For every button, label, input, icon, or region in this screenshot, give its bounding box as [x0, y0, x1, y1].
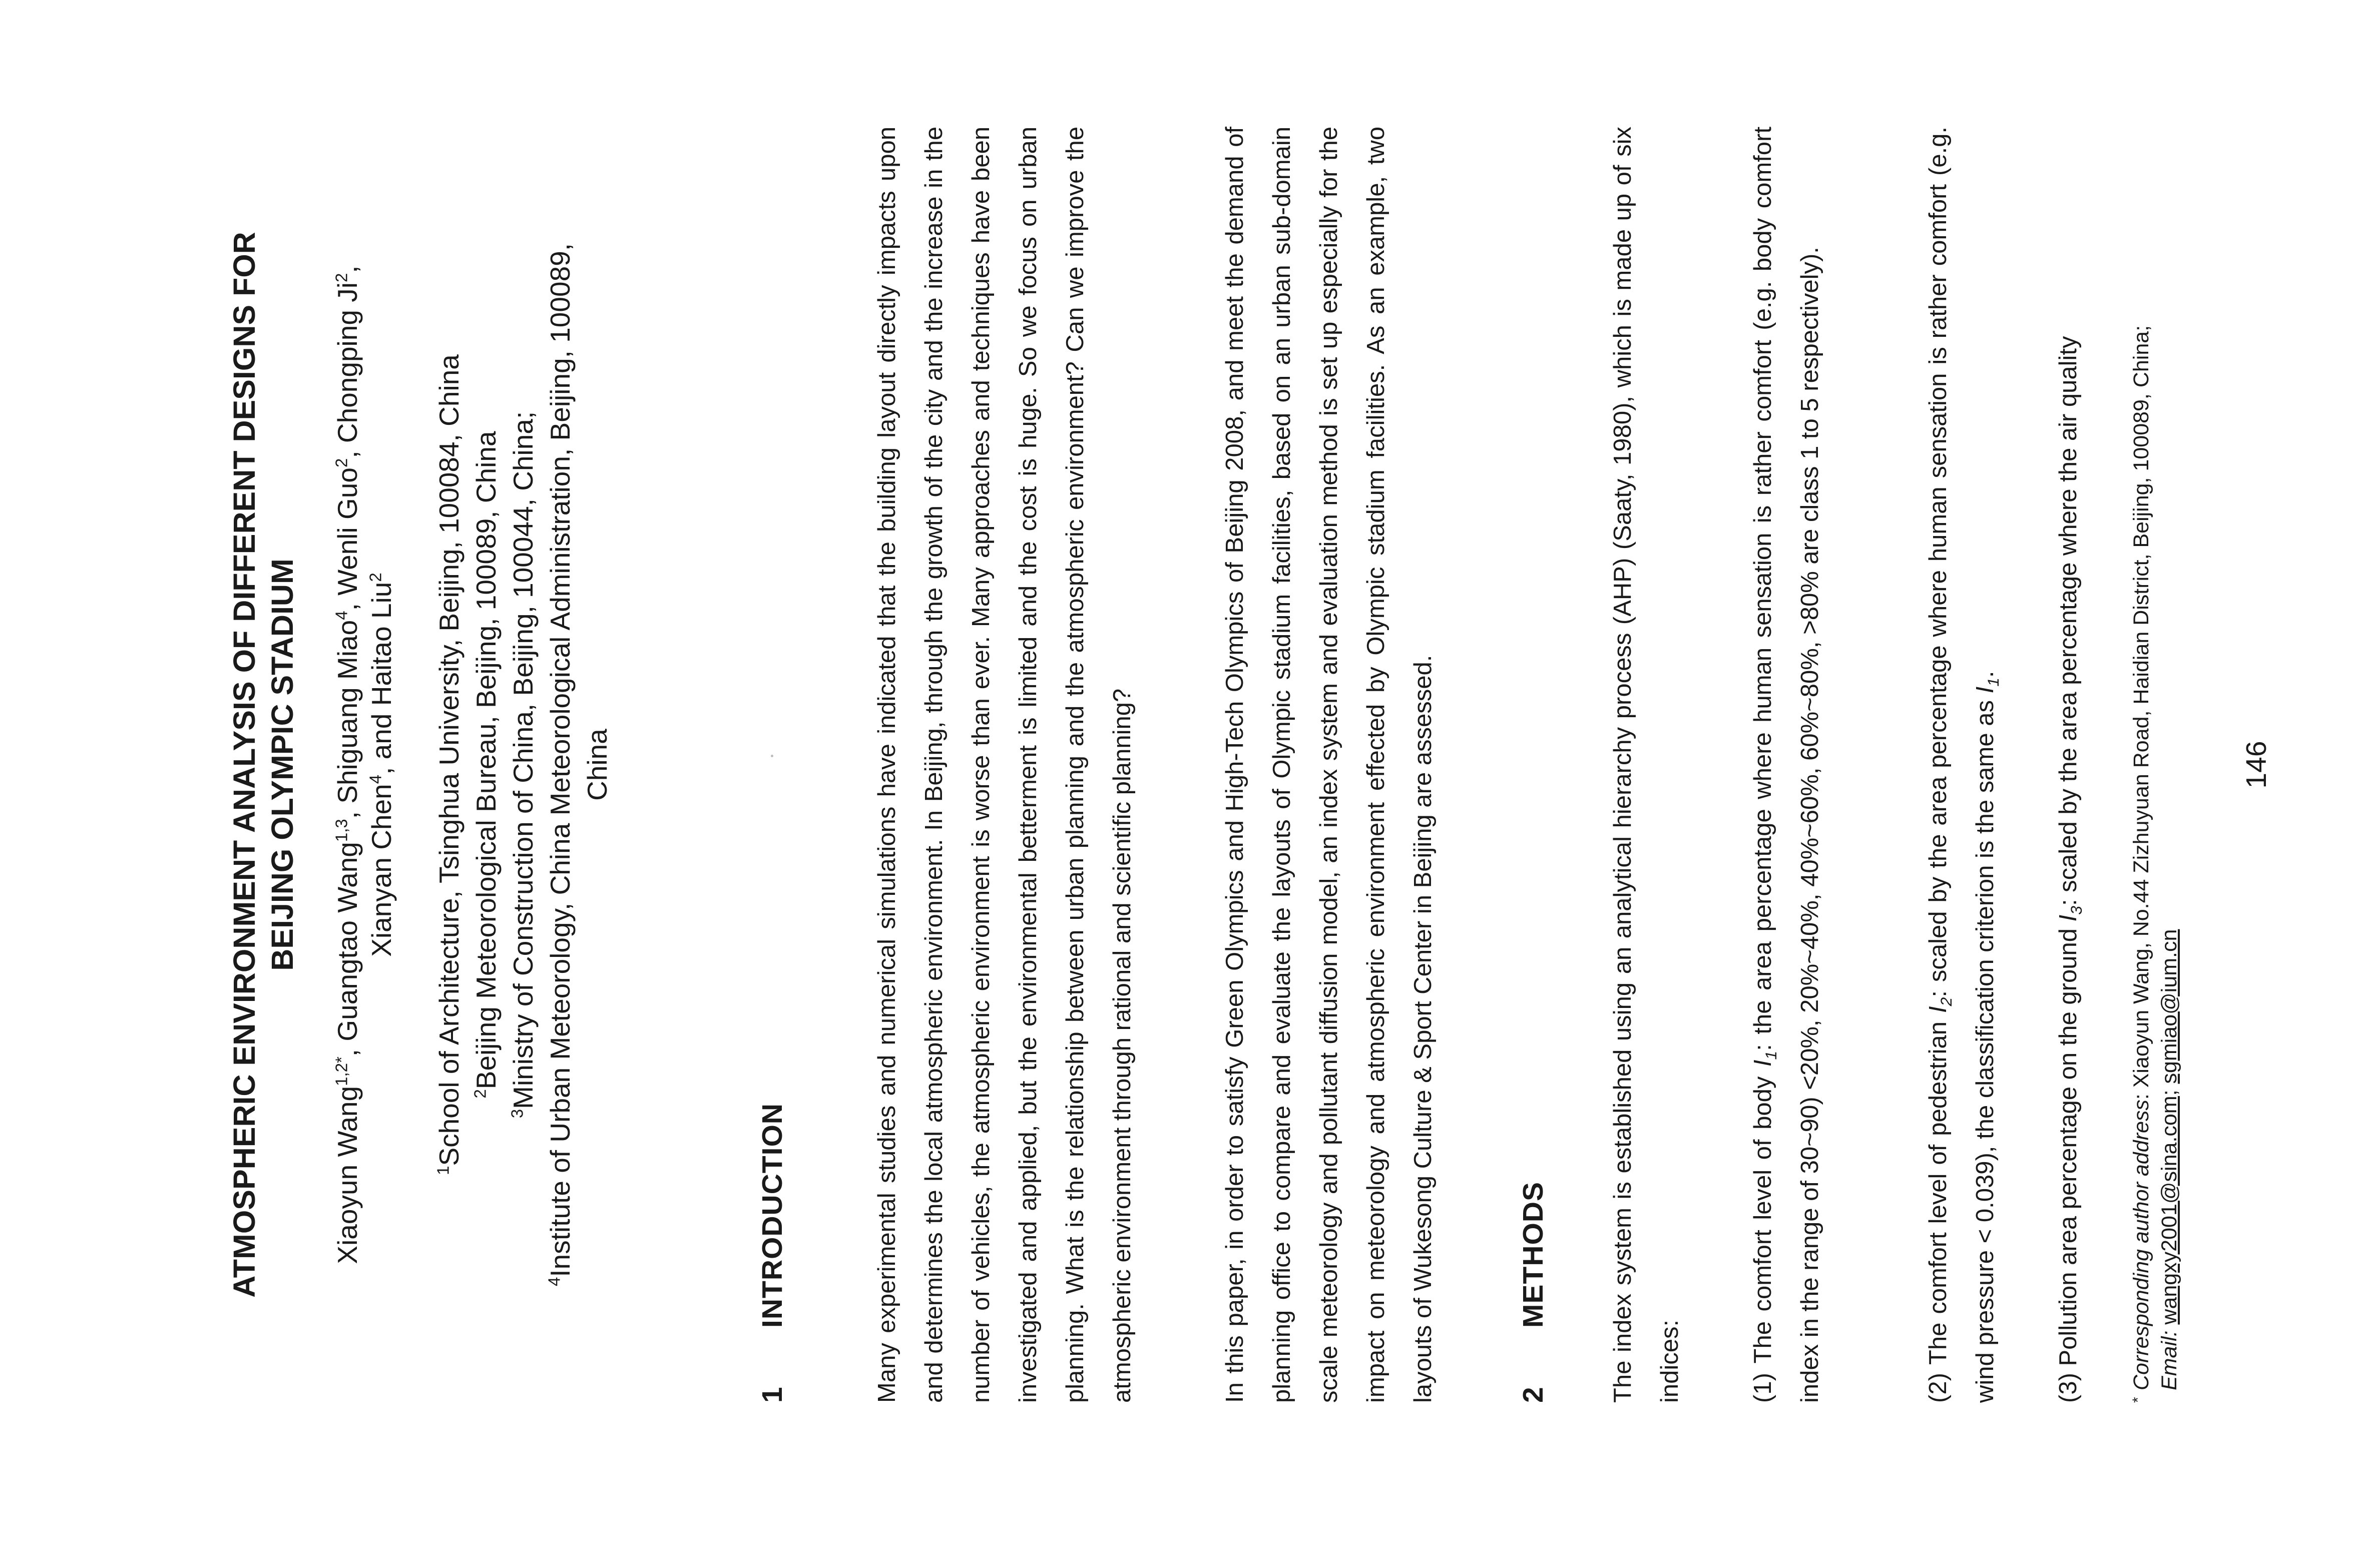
author-affil-mark: 4	[366, 774, 385, 784]
index-item-2: (2) The comfort level of pedestrian $I_2$: scaled by the area percentage where human sensation is rather comfort (e.g. wind pressure < 0.039), the classification criterion is the same as $I_1$.	[1925, 126, 2002, 1403]
author-line-2	[364, 127, 398, 1403]
email-link-1[interactable]: wangxy2001@sina.com;	[2157, 1090, 2181, 1325]
section-title: INTRODUCTION	[756, 1103, 788, 1328]
title-line-2: BEIJING OLYMPIC STADIUM	[265, 559, 299, 971]
author-name: , Chongping Ji	[332, 282, 363, 458]
affiliation-4-cont: China	[582, 729, 613, 801]
index-item-1: (1) The comfort level of body $I_1$: the area percentage where human sensation is rather comfort (e.g. body comfort index in the range of 30~90) <20%, 20%~40%, 40%~60%, 60%~80%, >80% are class 1 to 5 respectively).	[1749, 127, 1823, 1403]
affiliation-4: $^4$Institute of Urban Meteorology, China Meteorological Administration, Beijing, 100089,	[545, 243, 576, 1287]
page-number: 146	[2240, 741, 2272, 789]
footnote-line-1: Corresponding author address: Xiaoyun Wang, No.44 Zizhuyuan Road, Haidian District, Beijing, 100089, China;	[2129, 325, 2153, 1390]
index-item-3: (3) Pollution area percentage on the ground $I_3$: scaled by the area percentage where the air quality	[2055, 336, 2085, 1403]
affiliation-list	[430, 127, 616, 1403]
author-line-1	[330, 127, 364, 1403]
intro-paragraph-2: In this paper, in order to satisfy Green Olympics and High-Tech Olympics of Beijing 2008, and meet the demand of planning office to compare and evaluate the layouts of Olympic stadium facilities, based on an urban sub-domain scale meteorology and pollutant diffusion model, an index system and evaluation method is set up especially for the impact on meteorology and atmospheric environment effected by Olympic stadium facilities. As an example, two layouts of Wukesong Culture & Sport Center in Beijing are assessed.	[1221, 127, 1437, 1403]
author-name: , Guangtao Wang	[332, 842, 363, 1057]
section-heading-introduction	[756, 127, 789, 1403]
author-name: , and Haitao Liu	[366, 582, 397, 775]
paper-title	[225, 127, 301, 1403]
author-affil-mark: 4	[332, 611, 351, 620]
footnote-label: Corresponding author address	[2129, 1100, 2153, 1390]
author-affil-mark: 1,2*	[332, 1057, 351, 1086]
author-name: , Shiguang Miao	[332, 620, 363, 819]
author-name: , Wenli Guo	[332, 467, 363, 611]
author-list	[330, 127, 398, 1403]
methods-paragraph-1: The index system is established using an analytical hierarchy process (AHP) (Saaty, 1980), which is made up of six indices:	[1609, 127, 1683, 1403]
section-number: 1	[756, 1386, 788, 1403]
author-affil-mark: 2	[366, 573, 385, 582]
affiliation-2: $^2$Beijing Meteorological Bureau, Beijing, 100089, China	[470, 431, 502, 1099]
author-name: Xianyan Chen	[366, 784, 397, 957]
section-heading-methods	[1517, 127, 1550, 1403]
section-title: METHODS	[1517, 1182, 1549, 1328]
author-affil-mark: 2	[332, 273, 351, 283]
author-name: Xiaoyun Wang	[332, 1086, 363, 1264]
footnote-line-2: Email: wangxy2001@sina.com; sgmiao@ium.cn	[2157, 929, 2181, 1390]
intro-paragraph-1: Many experimental studies and numerical simulations have indicated that the building layout directly impacts upon and determines the local atmospheric environment. In Beijing, through the growth of the city and the increase in the number of vehicles, the atmospheric environment is worse than ever. Many approaches and techniques have been investigated and applied, but the environmental betterment is limited and the cost is huge. So we focus on urban planning. What is the relationship between urban planning and the atmospheric environment? Can we improve the atmospheric environment through rational and scientific planning?	[873, 127, 1136, 1403]
title-line-1: ATMOSPHERIC ENVIRONMENT ANALYSIS OF DIFFERENT DESIGNS FOR	[227, 232, 261, 1298]
author-affil-mark: 2	[332, 458, 351, 468]
footnote	[2127, 114, 2183, 1403]
section-number: 2	[1517, 1386, 1549, 1403]
author-affil-mark: 1,3	[332, 819, 351, 842]
affiliation-3: $^3$Ministry of Construction of China, Beijing, 100044, China;	[508, 411, 539, 1119]
footnote-mark: *	[2130, 1397, 2146, 1403]
affiliation-1: $^1$School of Architecture, Tsinghua University, Beijing, 100084, China	[433, 354, 464, 1175]
author-separator: ,	[332, 265, 363, 273]
email-link-2[interactable]: sgmiao@ium.cn	[2157, 929, 2181, 1084]
